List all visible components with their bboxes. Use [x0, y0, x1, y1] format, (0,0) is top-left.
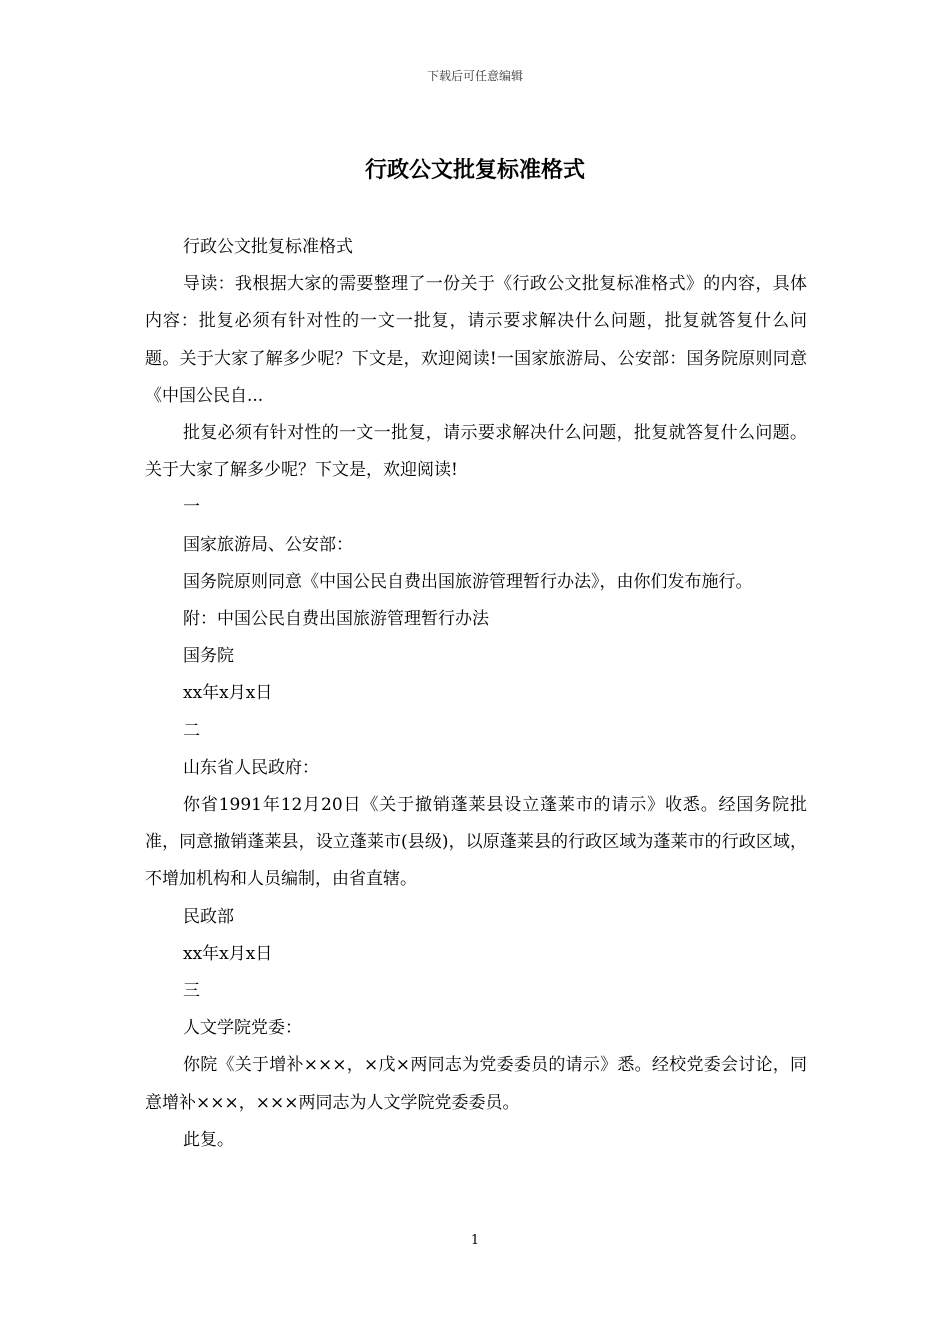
paragraph-summary: 批复必须有针对性的一文一批复，请示要求解决什么问题，批复就答复什么问题。关于大家了解多少呢？下文是，欢迎阅读!: [145, 423, 807, 481]
section-heading-two: 二: [183, 720, 200, 741]
page-header: 下载后可任意编辑: [426, 69, 523, 83]
attachment-line: 附：中国公民自费出国旅游管理暂行办法: [183, 609, 489, 630]
paragraph-body-one: 国务院原则同意《中国公民自费出国旅游管理暂行办法》，由你们发布施行。: [183, 571, 753, 592]
document-title: 行政公文批复标准格式: [364, 157, 585, 183]
closing-line: 此复。: [183, 1129, 234, 1150]
document-body: [145, 229, 807, 1159]
paragraph-body-two: 你省1991年12月20日《关于撤销蓬莱县设立蓬莱市的请示》收悉。经国务院批准，同意撤销蓬莱县，设立蓬莱市(县级)，以原蓬莱县的行政区域为蓬莱市的行政区域，不增加机构和人员编制，由省直辖。: [145, 795, 807, 890]
page-number: 1: [470, 1233, 480, 1248]
addressee-one: 国家旅游局、公安部：: [183, 534, 353, 555]
addressee-two: 山东省人民政府：: [183, 757, 319, 778]
paragraph-subtitle: 行政公文批复标准格式: [183, 237, 353, 257]
section-heading-one: 一: [183, 497, 200, 518]
section-heading-three: 三: [183, 981, 200, 1002]
date-one: xx年x月x日: [183, 683, 273, 704]
signature-one: 国务院: [183, 646, 234, 667]
signature-two: 民政部: [183, 906, 234, 927]
date-two: xx年x月x日: [183, 943, 273, 964]
paragraph-body-three: 你院《关于增补×××，×戊×两同志为党委委员的请示》悉。经校党委会讨论，同意增补×××，×××两同志为人文学院党委委员。: [145, 1055, 807, 1113]
addressee-three: 人文学院党委：: [183, 1018, 302, 1039]
paragraph-intro: 导读：我根据大家的需要整理了一份关于《行政公文批复标准格式》的内容，具体内容：批复必须有针对性的一文一批复，请示要求解决什么问题，批复就答复什么问题。关于大家了解多少呢？下文是，欢迎阅读!一国家旅游局、公安部：国务院原则同意《中国公民自...: [145, 274, 807, 406]
